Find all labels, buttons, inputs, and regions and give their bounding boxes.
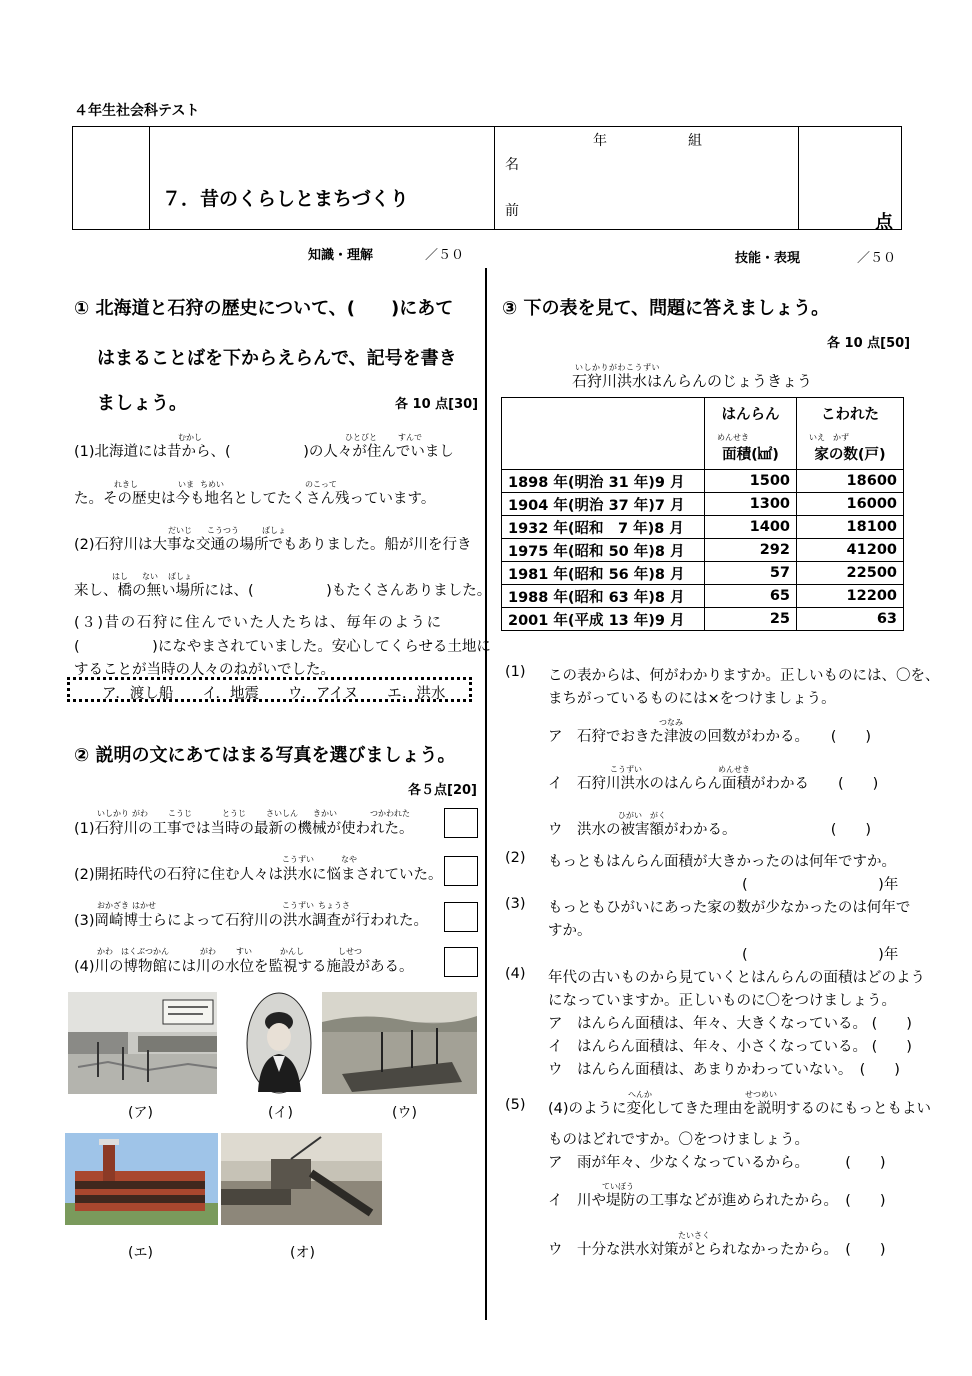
row-date: 1981 年(昭和 56 年)8 月 [502,562,705,585]
header-area-ruby: めんせき [717,433,749,442]
p4-answer-a[interactable] [838,1010,893,1032]
student-name-field[interactable] [525,150,790,220]
ruby-mukashi: むかし [178,433,202,442]
header-area [705,398,797,470]
ruby-henka: へんか [628,1090,652,1099]
p4-line2: になっていますか。正しいものに〇をつけましょう。 [548,993,896,1009]
q2-s3: (3)岡崎博士らによって石狩川の洪水調査が行われた。 [74,913,429,929]
ruby-kouzui: こうずい [282,855,314,864]
p2-answer[interactable]: ( )年 [742,877,899,893]
row-area: 1300 [705,493,797,516]
table-corner [502,398,705,470]
q1-title-line3: ましょう。 [97,393,187,414]
table-row [502,562,904,585]
header-area-bottom: 面積(㎢) [722,447,779,463]
p1-num: (1) [505,664,526,680]
ruby-koutsuu: こうつう [207,526,239,535]
ruby-menseki-q3: めんせき [718,765,750,774]
p1-line1: この表からは、何がわかりますか。正しいものには、〇を、 [548,668,940,684]
ruby-higai: ひがい がく [618,811,666,820]
header-houses-bottom: 家の数(戸) [814,447,886,463]
ruby-nokotte: のこって [305,480,337,489]
p4-num: (4) [505,966,526,982]
p5-line1: (4)のように変化してきた理由を説明するのにもっともよい [548,1101,932,1117]
ruby-teibou: ていぼう [602,1182,634,1191]
photo-a-flood [68,992,217,1094]
row-date: 2001 年(平成 13 年)9 月 [502,608,705,631]
q1-s3-line2: ( )になやまされていました。安心してくらせる土地に [74,639,491,655]
name-label-2: 前 [505,203,519,219]
p4-item-a: ア はんらん面積は、年々、大きくなっている。 ( ) [548,1016,912,1032]
q1-title-line1: ① 北海道と石狩の歴史について、( )にあて [74,298,454,319]
q1-s2-line2: 来し、橋の無い場所には、( )もたくさんありました。 [74,583,492,599]
p4-answer-i[interactable] [838,1033,893,1055]
column-divider [485,268,487,1320]
q3-title: ③ 下の表を見て、問題に答えましょう。 [502,298,830,319]
ten-label: 点 [875,212,893,233]
row-houses: 12200 [797,585,904,608]
row-date: 1988 年(昭和 63 年)8 月 [502,585,705,608]
p1-item-i: イ 石狩川洪水のはんらん面積がわかる ( ) [548,776,879,792]
flood-table [501,397,904,631]
p4-line1: 年代の古いものから見ていくとはんらんの面積はどのよう [548,970,925,986]
row-area: 1400 [705,516,797,539]
ruby-shisetsu: しせつ [338,947,362,956]
header-divider-1 [149,126,150,229]
q1-answer-1[interactable] [246,438,316,458]
table-row [502,493,904,516]
p5-num: (5) [505,1097,526,1113]
q1-s1-line2: た。その歴史は今も地名としてたくさん残っています。 [74,491,436,507]
table-row [502,608,904,631]
caption-a: (ア) [128,1105,153,1121]
ruby-sui: すい [236,947,252,956]
row-date: 1975 年(昭和 50 年)8 月 [502,539,705,562]
p1-answer-a[interactable] [833,722,893,744]
ruby-touji: とうじ [222,809,246,818]
q3-points: 各 10 点[50] [827,336,911,351]
p1-answer-i[interactable] [840,769,900,791]
row-area: 65 [705,585,797,608]
row-houses: 22500 [797,562,904,585]
q2-s2: (2)開拓時代の石狩に住む人々は洪水に悩まされていた。 [74,867,443,883]
p1-line2: まちがっているものには×をつけましょう。 [548,691,836,707]
p3-line1: もっともひがいにあった家の数が少なかったのは何年で [548,900,911,916]
q2-points: 各５点[20] [408,783,477,798]
ruby-kouji: こうじ [168,809,192,818]
unit-title: ７．昔のくらしとまちづくり [162,188,409,210]
ruby-basho: ばしょ [262,526,286,535]
q1-s3-line1: (３)昔の石狩に住んでいた人たちは、毎年のように [74,615,443,631]
header-area-top: はんらん [721,407,780,423]
ruby-kanshi: かんし [280,947,304,956]
header-houses-ruby: いえ かず [809,433,849,442]
p4-answer-u[interactable] [838,1056,893,1078]
kumi-label: 組 [688,133,702,149]
row-date: 1904 年(明治 37 年)7 月 [502,493,705,516]
ruby-kikai: きかい [313,809,337,818]
q1-s2-line1: (2)石狩川は大事な交通の場所でもありました。船が川を行き [74,537,472,553]
score2-label: 技能・表現 [735,251,801,266]
row-date: 1898 年(明治 31 年)9 月 [502,470,705,493]
header-divider-2 [494,126,495,229]
row-houses: 18600 [797,470,904,493]
ruby-basho2: ばしょ [168,572,192,581]
p5-answer-u[interactable] [848,1236,903,1258]
table-row [502,516,904,539]
p4-item-i: イ はんらん面積は、年々、小さくなっている。 ( ) [548,1039,912,1055]
row-houses: 16000 [797,493,904,516]
p1-item-u: ウ 洪水の被害額がわかる。 ( ) [548,822,872,838]
header-houses-top: こわれた [821,407,879,423]
caption-o: (オ) [290,1245,315,1261]
p5-item-a: ア 雨が年々、少なくなっているから。 ( ) [548,1155,886,1171]
ruby-hakubutsukan: はくぶつかん [121,947,169,956]
row-area: 57 [705,562,797,585]
ruby-sunde: すんで [398,433,422,442]
row-area: 292 [705,539,797,562]
test-title: ４年生社会科テスト [74,103,200,119]
p1-item-a: ア 石狩でおきた津波の回数がわかる。 ( ) [548,729,872,745]
score1-value: ／５０ [425,248,465,263]
ruby-saishin: さいしん [266,809,298,818]
score2-value: ／５０ [857,251,897,266]
q2-answer-box-1[interactable] [444,808,478,838]
nen-label: 年 [593,133,607,149]
ruby-setsumei: せつめい [745,1090,777,1099]
row-area: 1500 [705,470,797,493]
p5-item-i: イ 川や堤防の工事などが進められたから。 ( ) [548,1193,886,1209]
caption-e: (エ) [128,1245,153,1261]
table-title-ruby: いしかりがわこうずい [575,363,660,372]
q1-choices: ア．渡し船 イ．地震 ウ．アイヌ エ．洪水 [102,686,446,702]
p5-answer-a[interactable] [843,1149,898,1171]
caption-u: (ウ) [392,1105,417,1121]
ruby-chimei: ちめい [200,480,224,489]
ruby-tsukawareta: つかわれた [370,809,410,818]
p4-item-u: ウ はんらん面積は、あまりかわっていない。 ( ) [548,1062,900,1078]
q1-answer-3[interactable] [78,633,158,653]
q2-answer-box-2[interactable] [444,856,478,886]
photo-o-machine [221,1133,382,1225]
ruby-gawa2: がわ [200,947,216,956]
table-row [502,539,904,562]
ruby-hitobito: ひとびと [345,433,377,442]
q2-answer-box-3[interactable] [444,902,478,932]
ruby-taisaku: たいさく [678,1231,710,1240]
row-houses: 41200 [797,539,904,562]
q1-s1-line1: (1)北海道には昔から、( )の人々が住んでいまし [74,444,454,460]
p2-text: もっともはんらん面積が大きかったのは何年ですか。 [548,854,896,870]
row-area: 25 [705,608,797,631]
ruby-kouzui-q3: こうずい [610,765,642,774]
p1-answer-u[interactable] [840,815,900,837]
row-date: 1932 年(昭和 7 年)8 月 [502,516,705,539]
photo-i-portrait [246,992,313,1094]
ruby-ishikari: いしかり [97,809,129,818]
p3-num: (3) [505,896,526,912]
p2-num: (2) [505,850,526,866]
ruby-hakase: はかせ [132,901,156,910]
q2-answer-box-4[interactable] [444,947,478,977]
q1-s3-line3: することが当時の人々のねがいでした。 [74,662,335,678]
ruby-daiji: だいじ [168,526,192,535]
ruby-nai: ない [142,572,158,581]
p3-line2: すか。 [548,923,592,939]
p5-line2: ものはどれですか。〇をつけましょう。 [548,1132,809,1148]
row-houses: 18100 [797,516,904,539]
score1-label: 知識・理解 [308,248,374,263]
table-title: 石狩川洪水はんらんのじょうきょう [572,372,813,390]
ruby-hashi: はし [112,572,128,581]
table-row [502,470,904,493]
ruby-kawa: かわ [97,947,113,956]
ruby-gawa: がわ [132,809,148,818]
q1-title-line2: はまることばを下からえらんで、記号を書き [97,348,457,369]
p3-answer[interactable]: ( )年 [742,947,899,963]
p5-item-u: ウ 十分な洪水対策がとられなかったから。 ( ) [548,1242,886,1258]
ruby-rekishi: れきし [114,480,138,489]
caption-i: (イ) [268,1105,293,1121]
header-divider-3 [798,126,799,229]
ruby-okazaki: おかざき [97,901,129,910]
ruby-naya: なや [341,855,357,864]
ruby-chousa: ちょうさ [318,901,350,910]
ruby-tsunami: つなみ [659,718,683,727]
header-houses [797,398,904,470]
q2-s1: (1)石狩川の工事では当時の最新の機械が使われた。 [74,821,414,837]
row-houses: 63 [797,608,904,631]
q2-s4: (4)川の博物館には川の水位を監視する施設がある。 [74,959,414,975]
photo-u-workers [322,992,477,1094]
ruby-ima: いま [178,480,194,489]
q2-title: ② 説明の文にあてはまる写真を選びましょう。 [74,745,456,766]
name-label-1: 名 [505,157,519,173]
ruby-kouzui2: こうずい [282,901,314,910]
photo-e-museum [65,1133,218,1225]
p5-answer-i[interactable] [843,1187,898,1209]
table-row [502,585,904,608]
q1-points: 各 10 点[30] [395,397,479,412]
q1-answer-2[interactable] [250,577,330,597]
